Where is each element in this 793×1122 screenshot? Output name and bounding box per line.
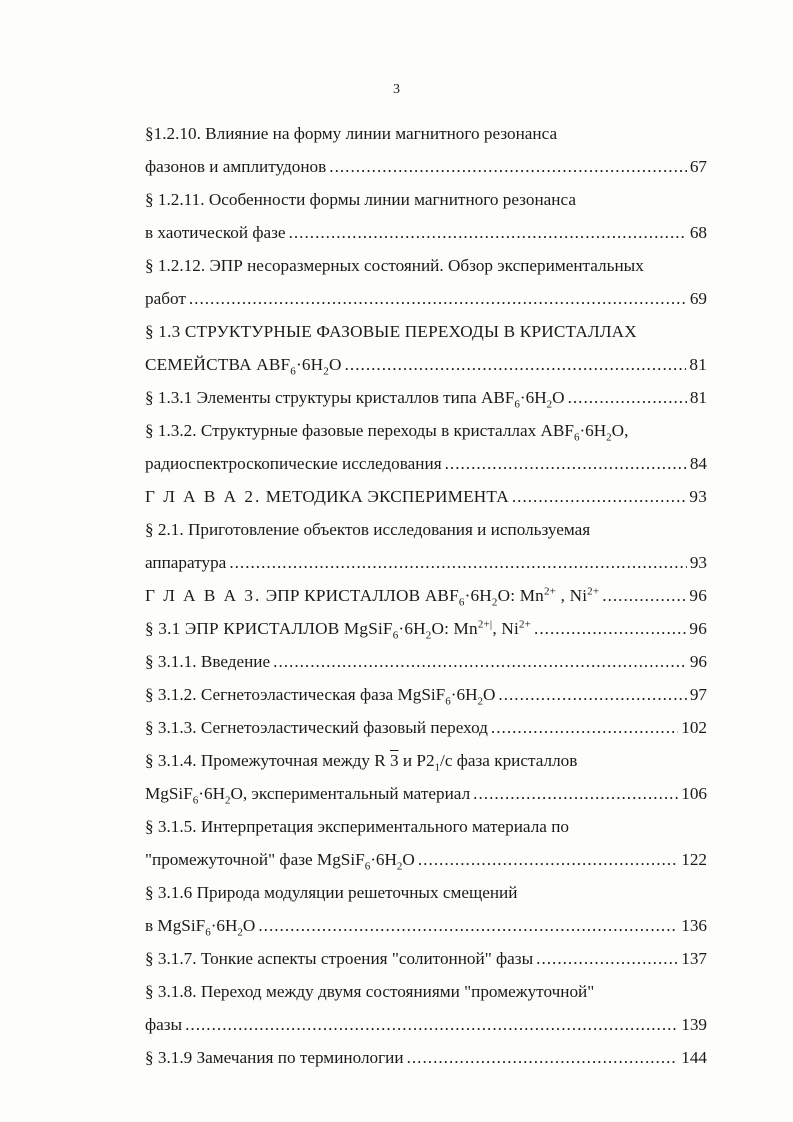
toc-line: § 1.3 СТРУКТУРНЫЕ ФАЗОВЫЕ ПЕРЕХОДЫ В КРИСТАЛЛАХ (145, 322, 637, 341)
toc-line: § 1.3.2. Структурные фазовые переходы в кристаллах $ABF_6\cdot 6H_2O$, (145, 421, 629, 444)
toc-page-number: 97 (689, 685, 707, 704)
toc-line: аппаратура ..... 93 (145, 546, 707, 579)
toc-page-number: 93 (689, 553, 707, 572)
toc-page-number: 96 (689, 652, 707, 671)
toc-line: § 3.1.8. Переход между двумя состояниями "промежуточной" (145, 982, 595, 1001)
toc-page-number: 81 (689, 388, 707, 407)
toc-line: §1.2.10. Влияние на форму линии магнитного резонанса (145, 124, 558, 143)
toc-line: § 3.1.5. Интерпретация экспериментального материала по (145, 817, 569, 836)
toc-line: § 3.1.3. Сегнетоэластический фазовый переход ..... 102 (145, 711, 707, 744)
toc-page-number: 68 (689, 223, 707, 242)
toc-line: § 3.1 ЭПР КРИСТАЛЛОВ $MgSiF_6\cdot 6H_2O$: $Mn^{2+|}$, $Ni^{2+}$ ..... 96 (145, 612, 707, 645)
toc-line: § 1.2.11. Особенности формы линии магнитного резонанса (145, 190, 576, 209)
toc-line: § 3.1.4. Промежуточная между R 3 и $P2_1/c$ фаза кристаллов (145, 751, 578, 774)
toc-page-number: 102 (681, 718, 707, 737)
toc-line: $MgSiF_6\cdot 6H_2O$, экспериментальный материал ..... 106 (145, 777, 707, 810)
toc-line: § 3.1.6 Природа модуляции решеточных смещений (145, 883, 518, 902)
toc-page-number: 84 (689, 454, 707, 473)
toc-line: работ ..... 69 (145, 282, 707, 315)
toc-line: § 3.1.7. Тонкие аспекты строения "солитонной" фазы ..... 137 (145, 942, 707, 975)
toc-line: § 3.1.1. Введение ..... 96 (145, 645, 707, 678)
toc-page-number: 144 (681, 1048, 707, 1067)
toc-line: СЕМЕЙСТВА $ABF_6\cdot 6H_2O$ ..... 81 (145, 348, 707, 381)
page-number: 3 (393, 82, 400, 97)
toc-line: фазы ..... 139 (145, 1008, 707, 1041)
toc-page-number: 96 (689, 619, 707, 638)
toc-page-number: 122 (681, 850, 707, 869)
toc-page-number: 96 (689, 586, 707, 605)
toc-page-number: 136 (681, 916, 707, 935)
toc-line: § 3.1.2. Сегнетоэластическая фаза $MgSiF_6\cdot 6H_2O$ ..... 97 (145, 678, 707, 711)
toc-line: в хаотической фазе ..... 68 (145, 216, 707, 249)
toc-line: радиоспектроскопические исследования ..... 84 (145, 447, 707, 480)
toc-page-number: 81 (689, 355, 707, 374)
toc-page-number: 137 (681, 949, 707, 968)
toc-page-number: 67 (689, 157, 707, 176)
toc-line: в $MgSiF_6\cdot 6H_2O$ ..... 136 (145, 909, 707, 942)
toc-chapter-line: Г Л А В А 2. МЕТОДИКА ЭКСПЕРИМЕНТА ..... 93 (145, 480, 707, 513)
toc-line: § 2.1. Приготовление объектов исследования и используемая (145, 520, 591, 539)
toc-line: фазонов и амплитудонов ..... 67 (145, 150, 707, 183)
toc-line: "промежуточной" фазе $MgSiF_6\cdot 6H_2O$ ..... 122 (145, 843, 707, 876)
toc-page-number: 93 (689, 487, 707, 506)
toc-line: § 3.1.9 Замечания по терминологии ..... 144 (145, 1041, 707, 1074)
toc-page-number: 69 (689, 289, 707, 308)
toc-line: § 1.3.1 Элементы структуры кристаллов типа $ABF_6\cdot 6H_2O$ ..... 81 (145, 381, 707, 414)
toc-line: § 1.2.12. ЭПР несоразмерных состояний. Обзор экспериментальных (145, 256, 644, 275)
table-of-contents (145, 117, 707, 1074)
toc-page-number: 106 (681, 784, 707, 803)
toc-chapter-line: Г Л А В А 3. ЭПР КРИСТАЛЛОВ $ABF_6\cdot 6H_2O$: $Mn^{2+}$ , $Ni^{2+}$ ..... 96 (145, 579, 707, 612)
toc-page-number: 139 (681, 1015, 707, 1034)
